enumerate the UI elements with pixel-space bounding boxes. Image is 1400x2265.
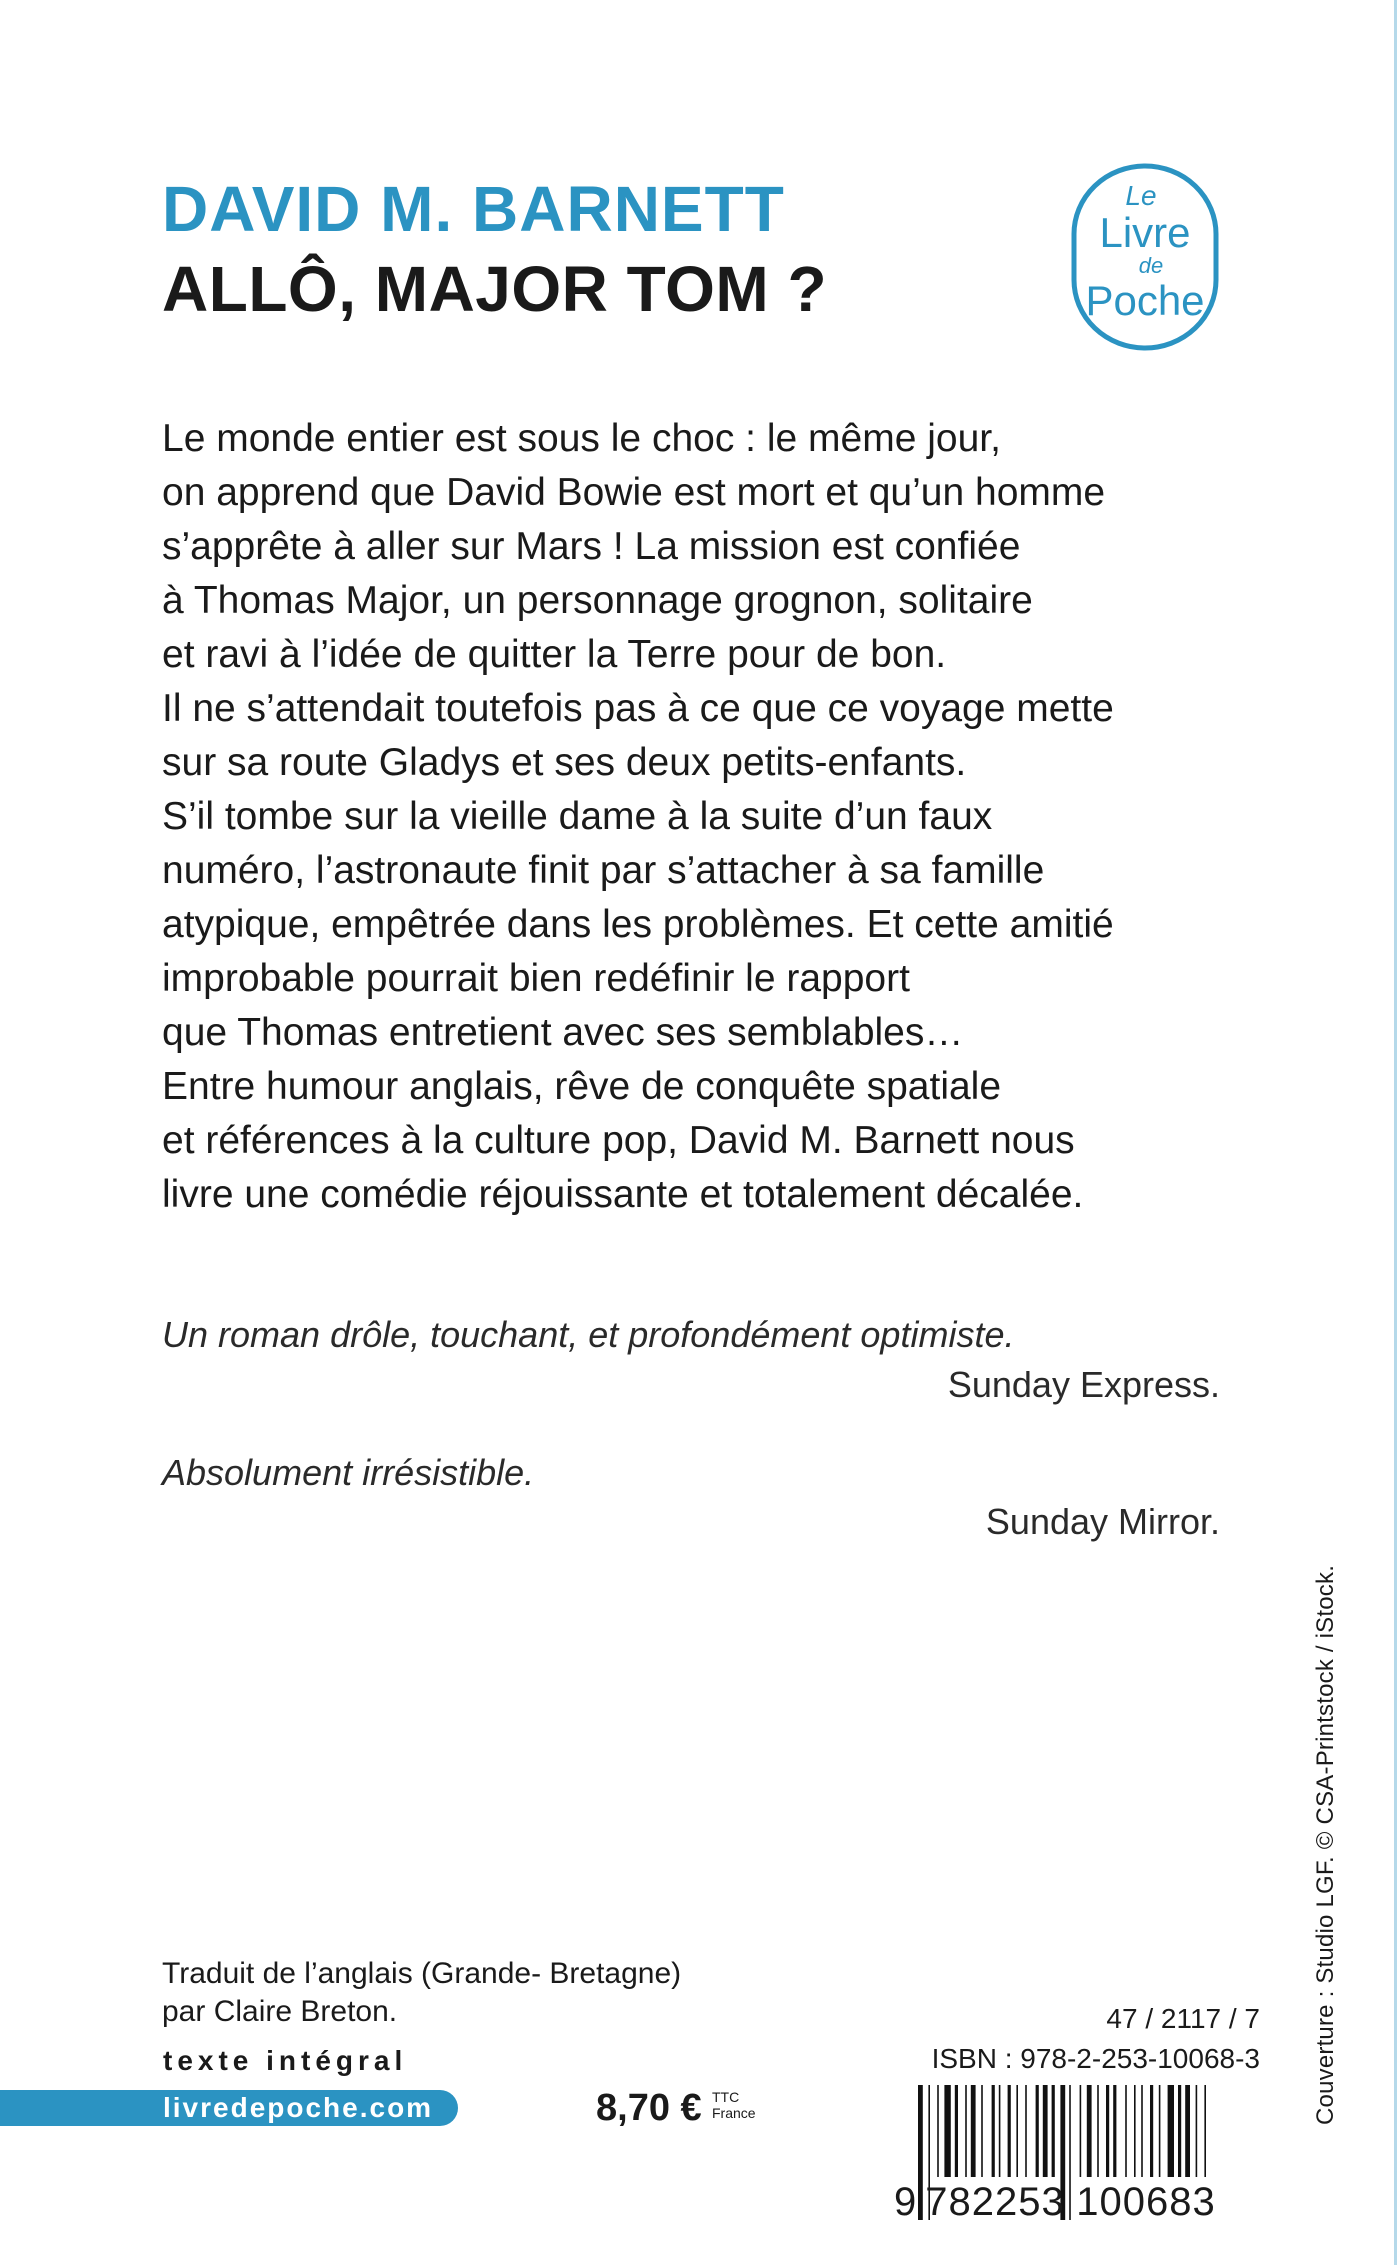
summary-line: que Thomas entretient avec ses semblables… xyxy=(162,1011,964,1054)
logo-word-livre: Livre xyxy=(1099,209,1191,256)
summary-line: S’il tombe sur la vieille dame à la suite d’un faux xyxy=(162,795,993,838)
logo-word-de: de xyxy=(1138,253,1164,278)
summary-line: et références à la culture pop, David M. Barnett nous xyxy=(162,1119,1075,1162)
barcode xyxy=(888,2085,1260,2220)
summary-line: Le monde entier est sous le choc : le même jour, xyxy=(162,417,1001,460)
summary-line: livre une comédie réjouissante et totalement décalée. xyxy=(162,1173,1084,1216)
price-note xyxy=(712,2089,756,2121)
summary-line: Entre humour anglais, rêve de conquête spatiale xyxy=(162,1065,1002,1108)
review-quote: Absolument irrésistible. xyxy=(162,1452,535,1493)
barcode-first-digit: 9 xyxy=(894,2180,917,2220)
barcode-digits-left: 782253 xyxy=(925,2180,1065,2220)
translation-line: Traduit de l’anglais (Grande- Bretagne) xyxy=(162,1957,682,1990)
author-name: DAVID M. BARNETT xyxy=(162,173,785,245)
summary-line: et ravi à l’idée de quitter la Terre pour de bon. xyxy=(162,633,947,676)
summary-line: atypique, empêtrée dans les problèmes. Et cette amitié xyxy=(162,903,1114,946)
website-link[interactable]: livredepoche.com xyxy=(0,2090,458,2126)
summary-line: Il ne s’attendait toutefois pas à ce que ce voyage mette xyxy=(162,687,1114,730)
barcode-bar xyxy=(918,2085,923,2220)
price: 8,70 € xyxy=(596,2087,702,2129)
summary-line: s’apprête à aller sur Mars ! La mission est confiée xyxy=(162,525,1021,568)
unabridged-label: texte intégral xyxy=(163,2045,408,2076)
translation-credit xyxy=(162,1955,681,2031)
barcode-digits-right: 100683 xyxy=(1076,2180,1216,2220)
cover-edge xyxy=(1394,0,1397,2265)
barcode-bar xyxy=(1069,2085,1071,2220)
summary-line: improbable pourrait bien redéfinir le rapport xyxy=(162,957,910,1000)
isbn: ISBN : 978-2-253-10068-3 xyxy=(931,2043,1260,2074)
price-note-country: France xyxy=(712,2105,756,2121)
review-source: Sunday Express. xyxy=(947,1364,1220,1405)
publisher-logo xyxy=(1071,163,1219,351)
logo-word-poche: Poche xyxy=(1085,277,1205,324)
summary-line: on apprend que David Bowie est mort et qu’un homme xyxy=(162,471,1106,514)
book-title: ALLÔ, MAJOR TOM ? xyxy=(162,253,828,325)
logo-word-le: Le xyxy=(1125,180,1157,211)
book-summary xyxy=(162,412,1252,1222)
summary-line: numéro, l’astronaute finit par s’attacher à sa famille xyxy=(162,849,1045,892)
price-note-ttc: TTC xyxy=(712,2089,740,2105)
review-source: Sunday Mirror. xyxy=(985,1501,1220,1542)
summary-line: à Thomas Major, un personnage grognon, solitaire xyxy=(162,579,1033,622)
cover-credit: Couverture : Studio LGF. © CSA-Printstock / iStock. xyxy=(1312,1564,1339,2125)
review-quote: Un roman drôle, touchant, et profondément optimiste. xyxy=(162,1314,1015,1355)
summary-line: sur sa route Gladys et ses deux petits-enfants. xyxy=(162,741,967,784)
translator-line: par Claire Breton. xyxy=(162,1995,398,2028)
catalog-code: 47 / 2117 / 7 xyxy=(1106,2003,1260,2034)
